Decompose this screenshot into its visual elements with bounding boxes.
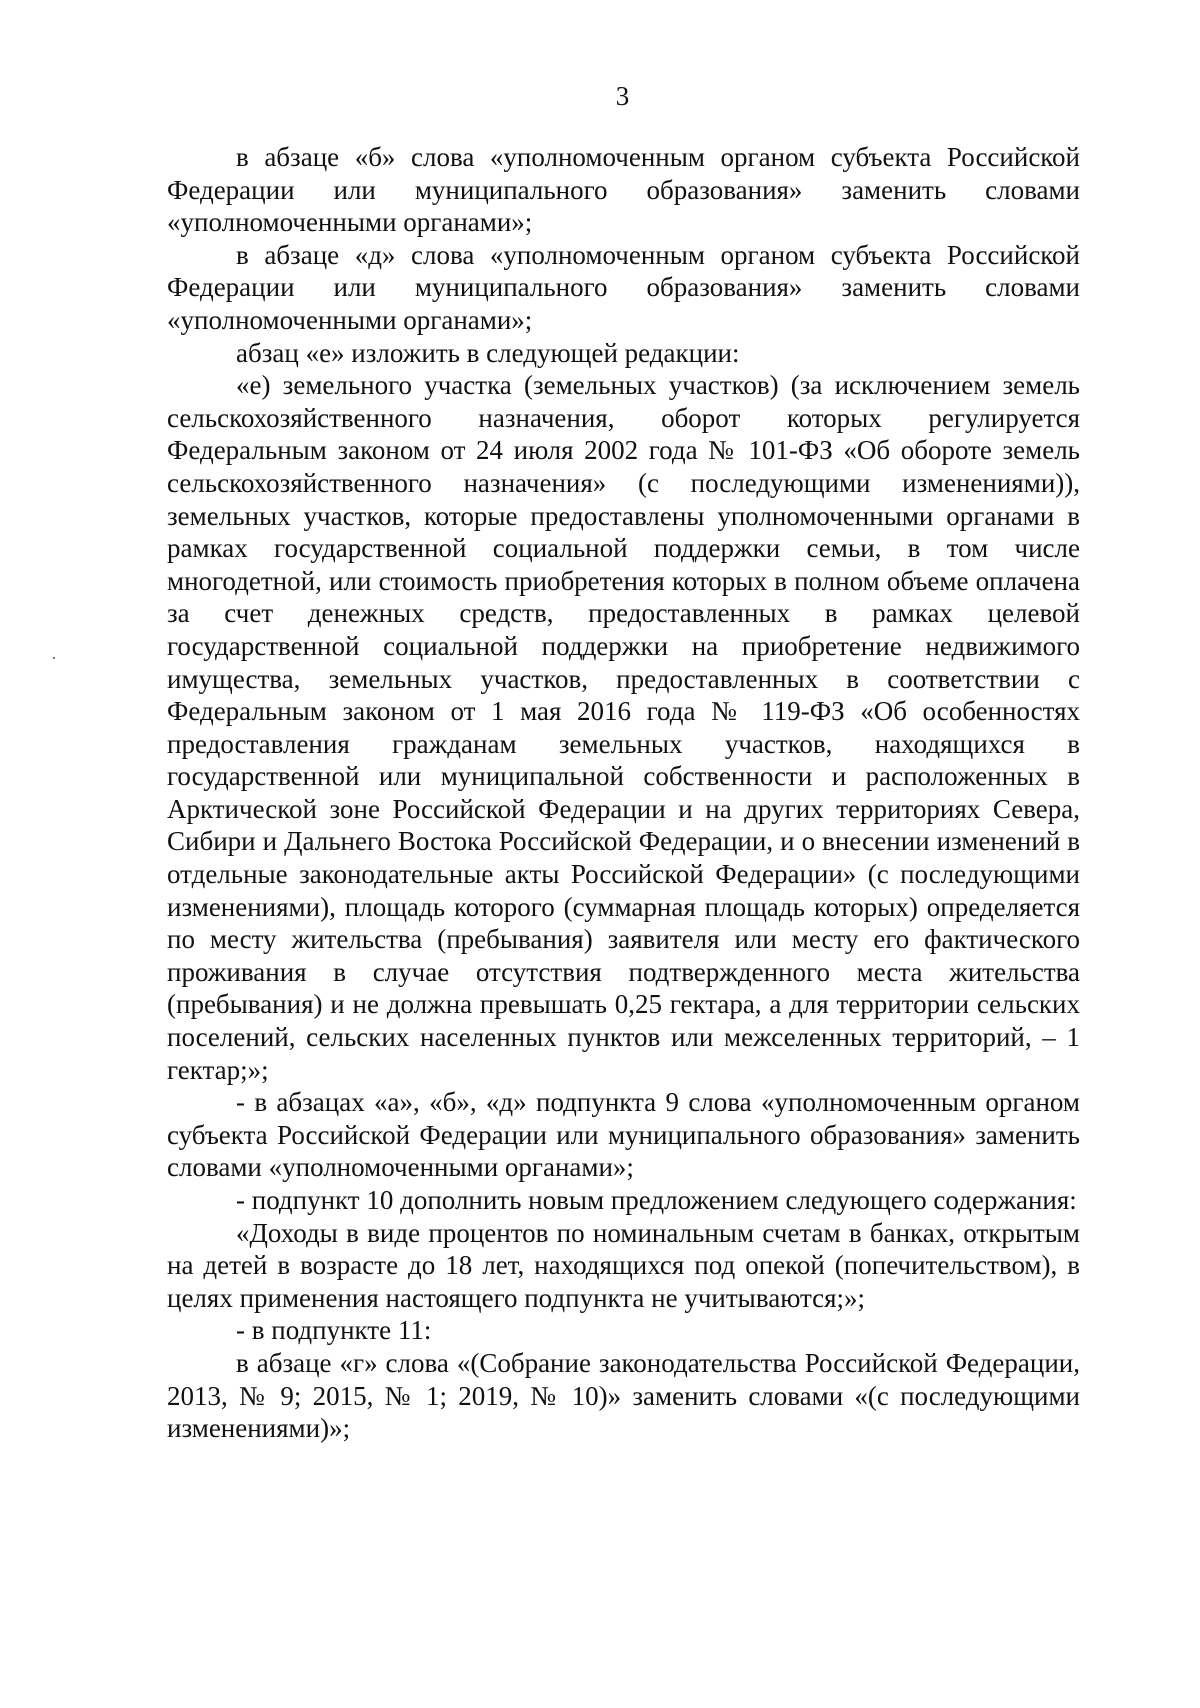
- page-number: 3: [615, 81, 630, 111]
- paragraph: - в абзацах «а», «б», «д» подпункта 9 слова «уполномоченным органом субъекта Российской Федерации или муниципального образования» заменить словами «уполномоченными органами»;: [167, 1087, 1080, 1183]
- document-body: [167, 141, 1080, 1445]
- paragraph: - подпункт 10 дополнить новым предложением следующего содержания:: [236, 1185, 1077, 1215]
- scan-speck: [53, 657, 55, 659]
- paragraph: в абзаце «б» слова «уполномоченным органом субъекта Российской Федерации или муниципального образования» заменить словами «уполномоченными органами»;: [167, 142, 1080, 238]
- paragraph: в абзаце «д» слова «уполномоченным органом субъекта Российской Федерации или муниципального образования» заменить словами «уполномоченными органами»;: [167, 239, 1080, 335]
- paragraph: - в подпункте 11:: [236, 1315, 432, 1346]
- paragraph: «Доходы в виде процентов по номинальным счетам в банках, открытым на детей в возрасте до 18 лет, находящихся под опекой (попечительством), в целях применения настоящего подпункта не учитываются;»;: [167, 1217, 1080, 1313]
- paragraph: в абзаце «г» слова «(Собрание законодательства Российской Федерации, 2013, № 9; 2015, № 1; 2019, № 10)» заменить словами «(с последующими изменениями)»;: [167, 1347, 1080, 1444]
- paragraph: абзац «е» изложить в следующей редакции:: [236, 337, 740, 368]
- paragraph: «е) земельного участка (земельных участков) (за исключением земель сельскохозяйственного назначения, оборот которых регулируется Федеральным законом от 24 июля 2002 года № 101-ФЗ «Об обороте земель сельскохозяйственного назначения» (с последующими изменениями)), земельных участков, которые предоставлены уполномоченными органами в рамках государственной социальной поддержки семьи, в том числе многодетной, или стоимость приобретения которых в полном объеме оплачена за счет денежных средств, предоставленных в рамках целевой государственной социальной поддержки на приобретение недвижимого имущества, земельных участков, предоставленных в соответствии с Федеральным законом от 1 мая 2016 года № 119-ФЗ «Об особенностях предоставления гражданам земельных участков, находящихся в государственной или муниципальной собственности и расположенных в Арктической зоне Российской Федерации и на других территориях Севера, Сибири и Дальнего Востока Российской Федерации, и о внесении изменений в отдельные законодательные акты Российской Федерации» (с последующими изменениями), площадь которого (суммарная площадь которых) определяется по месту жительства (пребывания) заявителя или месту его фактического проживания в случае отсутствия подтвержденного места жительства (пребывания) и не должна превышать 0,25 гектара, а для территории сельских поселений, сельских населенных пунктов или межселенных территорий, – 1 гектар;»;: [167, 370, 1080, 1085]
